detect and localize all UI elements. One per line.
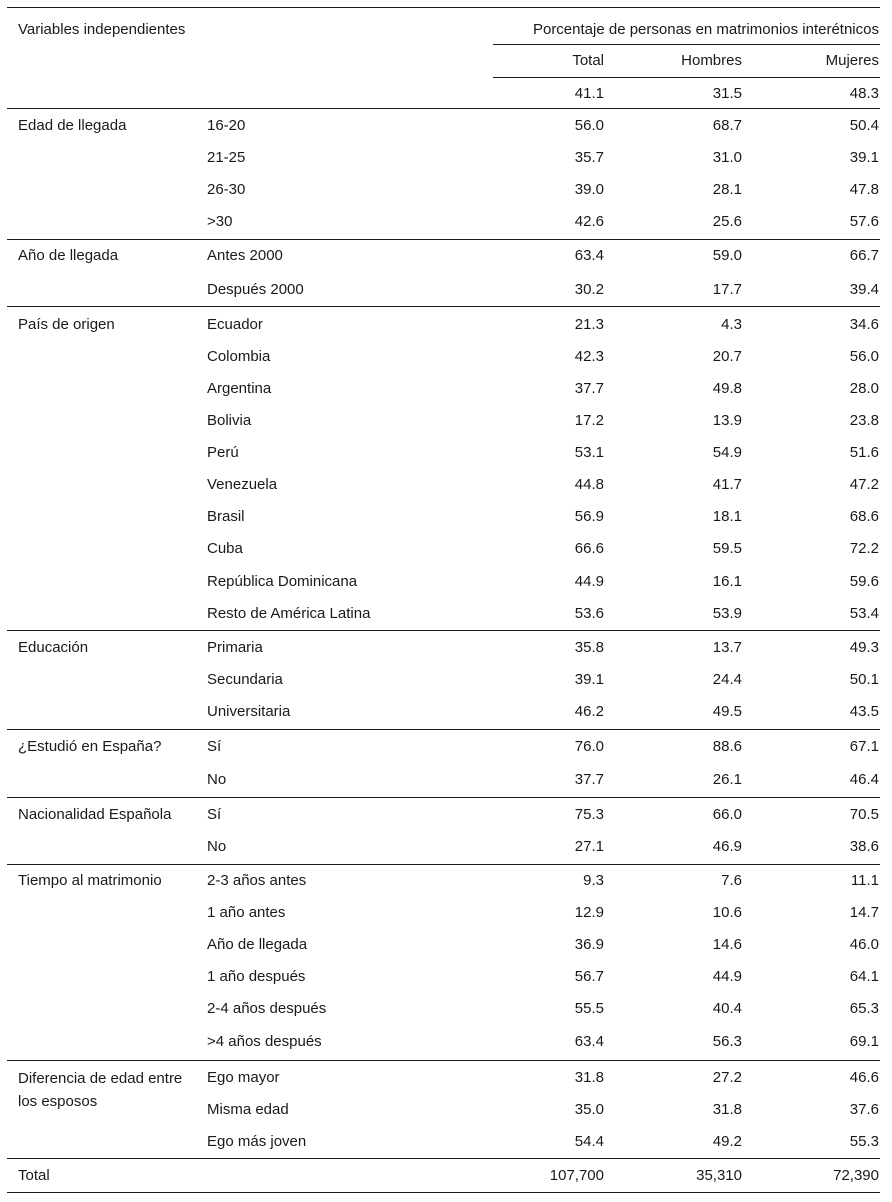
row-mujeres: 47.2 <box>849 476 879 493</box>
row-mujeres: 65.3 <box>849 1000 879 1017</box>
row-mujeres: 56.0 <box>849 348 879 365</box>
row-hombres: 20.7 <box>712 348 742 365</box>
row-total: 44.8 <box>574 476 604 493</box>
row-hombres: 56.3 <box>712 1033 742 1050</box>
row-total: 42.6 <box>574 213 604 230</box>
row-hombres: 16.1 <box>712 573 742 590</box>
row-category: 26-30 <box>207 181 246 198</box>
group-rule <box>7 306 880 307</box>
row-hombres: 26.1 <box>712 771 742 788</box>
table-bottom-rule <box>7 1192 880 1193</box>
row-total: 9.3 <box>583 872 604 889</box>
row-mujeres: 69.1 <box>849 1033 879 1050</box>
row-hombres: 13.7 <box>712 639 742 656</box>
row-mujeres: 66.7 <box>849 247 879 264</box>
row-mujeres: 49.3 <box>849 639 879 656</box>
row-category: 16-20 <box>207 117 246 134</box>
row-category: Después 2000 <box>207 281 304 298</box>
group-label: Edad de llegada <box>18 117 127 134</box>
row-hombres: 14.6 <box>712 936 742 953</box>
group-rule <box>7 1060 880 1061</box>
row-hombres: 44.9 <box>712 968 742 985</box>
group-label: Tiempo al matrimonio <box>18 872 162 889</box>
row-mujeres: 70.5 <box>849 806 879 823</box>
row-total: 42.3 <box>574 348 604 365</box>
row-total: 54.4 <box>574 1133 604 1150</box>
row-category: No <box>207 838 227 855</box>
row-total: 35.7 <box>574 149 604 166</box>
row-total: 56.0 <box>574 117 604 134</box>
row-category: Universitaria <box>207 703 291 720</box>
row-hombres: 40.4 <box>712 1000 742 1017</box>
footer-rule <box>7 1158 880 1159</box>
row-mujeres: 38.6 <box>849 838 879 855</box>
row-mujeres: 46.6 <box>849 1069 879 1086</box>
row-category: Ego mayor <box>207 1069 280 1086</box>
row-mujeres: 51.6 <box>849 444 879 461</box>
row-category: Venezuela <box>207 476 278 493</box>
row-total: 76.0 <box>574 738 604 755</box>
row-mujeres: 23.8 <box>849 412 879 429</box>
footer-label: Total <box>18 1167 50 1184</box>
row-hombres: 28.1 <box>712 181 742 198</box>
row-mujeres: 37.6 <box>849 1101 879 1118</box>
row-category: No <box>207 771 227 788</box>
group-label: País de origen <box>18 316 115 333</box>
overall-hombres: 31.5 <box>712 85 742 102</box>
row-total: 55.5 <box>574 1000 604 1017</box>
group-rule <box>7 797 880 798</box>
footer-mujeres: 72,390 <box>833 1167 879 1184</box>
row-mujeres: 47.8 <box>849 181 879 198</box>
row-total: 44.9 <box>574 573 604 590</box>
row-mujeres: 39.1 <box>849 149 879 166</box>
group-label: Educación <box>18 639 89 656</box>
row-category: Antes 2000 <box>207 247 283 264</box>
header-total: Total <box>572 52 604 69</box>
row-category: 2-3 años antes <box>207 872 307 889</box>
row-mujeres: 34.6 <box>849 316 879 333</box>
row-category: 1 año después <box>207 968 306 985</box>
row-mujeres: 67.1 <box>849 738 879 755</box>
row-hombres: 31.0 <box>712 149 742 166</box>
row-mujeres: 64.1 <box>849 968 879 985</box>
header-sub-rule-2 <box>493 77 880 78</box>
row-category: Argentina <box>207 380 272 397</box>
row-hombres: 68.7 <box>712 117 742 134</box>
row-mujeres: 57.6 <box>849 213 879 230</box>
row-mujeres: 14.7 <box>849 904 879 921</box>
row-total: 31.8 <box>574 1069 604 1086</box>
row-mujeres: 55.3 <box>849 1133 879 1150</box>
row-total: 63.4 <box>574 1033 604 1050</box>
row-mujeres: 72.2 <box>849 540 879 557</box>
group-rule <box>7 108 880 109</box>
table-top-rule <box>7 7 880 8</box>
row-mujeres: 68.6 <box>849 508 879 525</box>
row-hombres: 18.1 <box>712 508 742 525</box>
row-category: Misma edad <box>207 1101 289 1118</box>
row-hombres: 46.9 <box>712 838 742 855</box>
group-rule <box>7 239 880 240</box>
row-hombres: 13.9 <box>712 412 742 429</box>
footer-total: 107,700 <box>549 1167 604 1184</box>
row-hombres: 4.3 <box>721 316 742 333</box>
group-label: Nacionalidad Española <box>18 806 172 823</box>
overall-total: 41.1 <box>574 85 604 102</box>
row-category: Ego más joven <box>207 1133 307 1150</box>
overall-mujeres: 48.3 <box>849 85 879 102</box>
row-category: 21-25 <box>207 149 246 166</box>
row-mujeres: 11.1 <box>850 872 879 889</box>
row-total: 37.7 <box>574 380 604 397</box>
row-total: 27.1 <box>574 838 604 855</box>
row-hombres: 24.4 <box>712 671 742 688</box>
row-category: República Dominicana <box>207 573 358 590</box>
row-category: Cuba <box>207 540 243 557</box>
row-mujeres: 59.6 <box>849 573 879 590</box>
row-hombres: 10.6 <box>712 904 742 921</box>
row-hombres: 31.8 <box>712 1101 742 1118</box>
row-category: Resto de América Latina <box>207 605 371 622</box>
row-total: 21.3 <box>574 316 604 333</box>
group-label: ¿Estudió en España? <box>18 738 162 755</box>
row-category: Sí <box>207 806 222 823</box>
row-hombres: 59.0 <box>712 247 742 264</box>
row-total: 75.3 <box>574 806 604 823</box>
group-label: Diferencia de edad entre los esposos <box>18 1070 183 1110</box>
row-total: 30.2 <box>574 281 604 298</box>
row-category: Secundaria <box>207 671 283 688</box>
row-hombres: 88.6 <box>712 738 742 755</box>
row-hombres: 17.7 <box>712 281 742 298</box>
row-hombres: 41.7 <box>712 476 742 493</box>
header-hombres: Hombres <box>681 52 742 69</box>
row-mujeres: 46.4 <box>849 771 879 788</box>
row-category: Bolivia <box>207 412 252 429</box>
row-total: 53.6 <box>574 605 604 622</box>
row-category: Perú <box>207 444 239 461</box>
row-mujeres: 28.0 <box>849 380 879 397</box>
row-mujeres: 46.0 <box>849 936 879 953</box>
row-total: 36.9 <box>574 936 604 953</box>
row-category: 1 año antes <box>207 904 286 921</box>
row-total: 39.1 <box>574 671 604 688</box>
row-total: 39.0 <box>574 181 604 198</box>
row-mujeres: 50.1 <box>849 671 879 688</box>
header-variables: Variables independientes <box>18 21 186 38</box>
row-category: Brasil <box>207 508 245 525</box>
row-hombres: 54.9 <box>712 444 742 461</box>
group-label: Año de llegada <box>18 247 119 264</box>
row-hombres: 7.6 <box>721 872 742 889</box>
group-rule <box>7 864 880 865</box>
row-mujeres: 53.4 <box>849 605 879 622</box>
header-sub-rule <box>493 44 880 45</box>
row-hombres: 59.5 <box>712 540 742 557</box>
row-total: 56.7 <box>574 968 604 985</box>
row-category: 2-4 años después <box>207 1000 327 1017</box>
header-porcentaje: Porcentaje de personas en matrimonios interétnicos <box>532 21 879 38</box>
row-hombres: 27.2 <box>712 1069 742 1086</box>
row-mujeres: 50.4 <box>849 117 879 134</box>
row-total: 56.9 <box>574 508 604 525</box>
row-total: 37.7 <box>574 771 604 788</box>
row-total: 17.2 <box>574 412 604 429</box>
row-category: Colombia <box>207 348 271 365</box>
row-mujeres: 39.4 <box>849 281 879 298</box>
row-total: 53.1 <box>574 444 604 461</box>
header-mujeres: Mujeres <box>825 52 879 69</box>
row-mujeres: 43.5 <box>849 703 879 720</box>
row-total: 35.0 <box>574 1101 604 1118</box>
row-hombres: 49.2 <box>712 1133 742 1150</box>
row-category: >4 años después <box>207 1033 322 1050</box>
row-hombres: 49.5 <box>712 703 742 720</box>
row-total: 46.2 <box>574 703 604 720</box>
footer-hombres: 35,310 <box>696 1167 742 1184</box>
row-hombres: 66.0 <box>712 806 742 823</box>
row-total: 63.4 <box>574 247 604 264</box>
row-hombres: 25.6 <box>712 213 742 230</box>
row-total: 12.9 <box>574 904 604 921</box>
row-category: Año de llegada <box>207 936 308 953</box>
row-category: Ecuador <box>207 316 263 333</box>
row-total: 66.6 <box>574 540 604 557</box>
row-total: 35.8 <box>574 639 604 656</box>
group-rule <box>7 630 880 631</box>
row-hombres: 49.8 <box>712 380 742 397</box>
row-category: Primaria <box>207 639 263 656</box>
row-category: >30 <box>207 213 233 230</box>
row-hombres: 53.9 <box>712 605 742 622</box>
group-rule <box>7 729 880 730</box>
row-category: Sí <box>207 738 222 755</box>
